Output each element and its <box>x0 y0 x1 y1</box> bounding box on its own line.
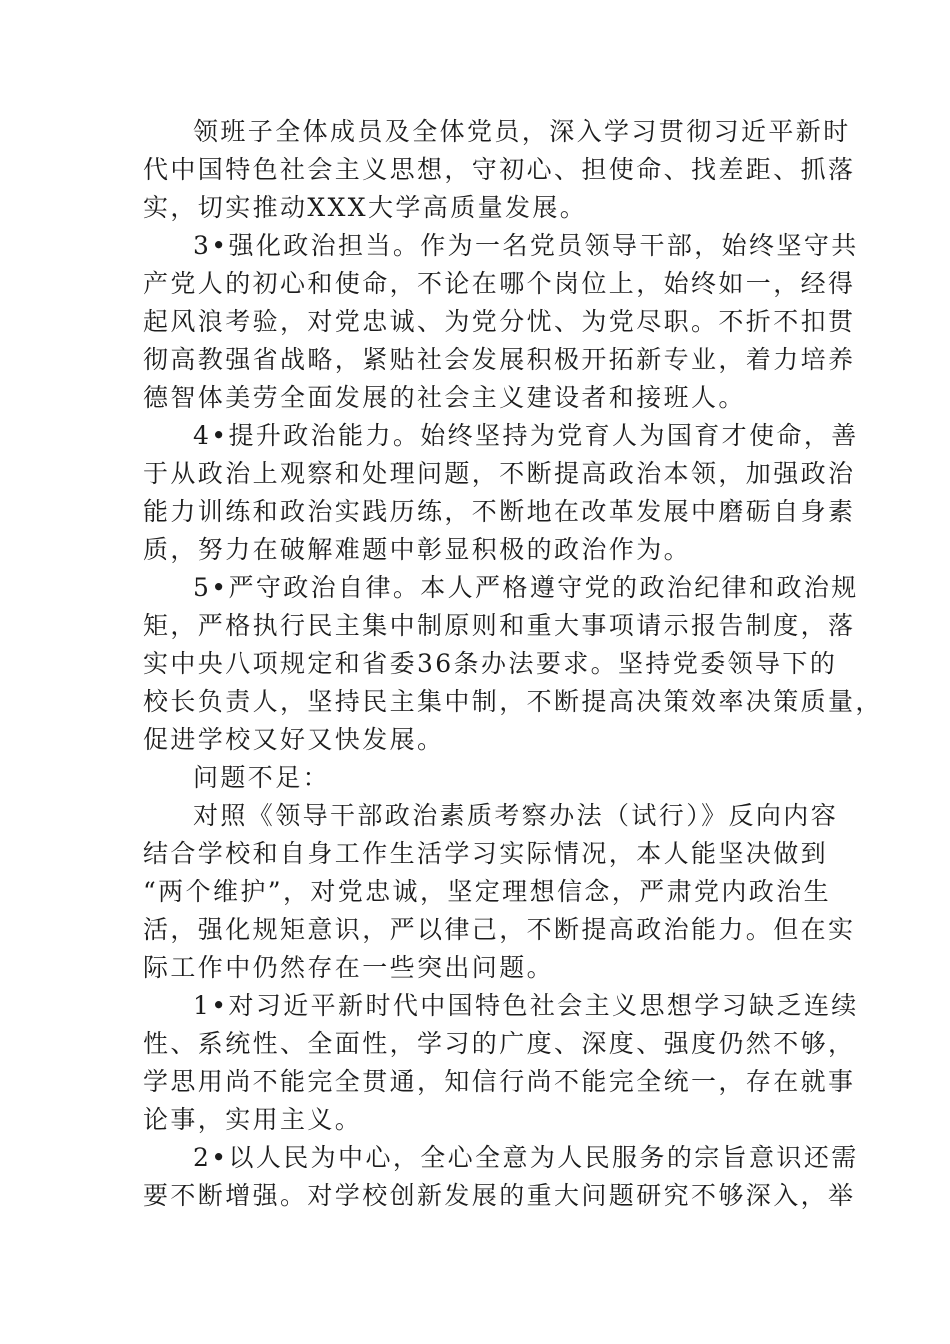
text-line: 领班子全体成员及全体党员，深入学习贯彻习近平新时 <box>193 117 851 146</box>
text-line: 实中央八项规定和省委36条办法要求。坚持党委领导下的 <box>143 649 838 678</box>
text-line: 彻高教强省战略，紧贴社会发展积极开拓新专业，着力培养 <box>143 345 856 374</box>
text-line: 4•提升政治能力。始终坚持为党育人为国育才使命，善 <box>193 421 859 450</box>
text-line: 结合学校和自身工作生活学习实际情况，本人能坚决做到 <box>143 839 829 868</box>
text-line: 际工作中仍然存在一些突出问题。 <box>143 953 555 982</box>
text-line: 实，切实推动XXX大学高质量发展。 <box>143 193 588 222</box>
text-line: 要不断增强。对学校创新发展的重大问题研究不够深入，举 <box>143 1181 856 1210</box>
text-line: 学思用尚不能完全贯通，知信行尚不能完全统一，存在就事 <box>143 1067 856 1096</box>
text-line: 起风浪考验，对党忠诚、为党分忧、为党尽职。不折不扣贯 <box>143 307 856 336</box>
section-heading: 问题不足： <box>193 763 331 792</box>
text-line: 校长负责人，坚持民主集中制，不断提高决策效率决策质量， <box>143 687 883 716</box>
text-line: 于从政治上观察和处理问题，不断提高政治本领，加强政治 <box>143 459 856 488</box>
text-line: 3•强化政治担当。作为一名党员领导干部，始终坚守共 <box>193 231 859 260</box>
text-line: “两个维护”，对党忠诚，坚定理想信念，严肃党内政治生 <box>143 877 831 906</box>
text-line: 能力训练和政治实践历练，不断地在改革发展中磨砺自身素 <box>143 497 856 526</box>
text-line: 5•严守政治自律。本人严格遵守党的政治纪律和政治规 <box>193 573 859 602</box>
text-line: 矩，严格执行民主集中制原则和重大事项请示报告制度，落 <box>143 611 856 640</box>
text-line: 代中国特色社会主义思想，守初心、担使命、找差距、抓落 <box>143 155 856 184</box>
text-line: 论事，实用主义。 <box>143 1105 363 1134</box>
text-line: 1•对习近平新时代中国特色社会主义思想学习缺乏连续 <box>193 991 859 1020</box>
text-line: 性、系统性、全面性，学习的广度、深度、强度仍然不够， <box>143 1029 856 1058</box>
text-line: 2•以人民为中心，全心全意为人民服务的宗旨意识还需 <box>193 1143 859 1172</box>
text-line: 活，强化规矩意识，严以律己，不断提高政治能力。但在实 <box>143 915 856 944</box>
text-line: 促进学校又好又快发展。 <box>143 725 445 754</box>
text-line: 德智体美劳全面发展的社会主义建设者和接班人。 <box>143 383 746 412</box>
text-line: 对照《领导干部政治素质考察办法（试行）》反向内容 <box>193 801 839 830</box>
text-line: 产党人的初心和使命，不论在哪个岗位上，始终如一，经得 <box>143 269 856 298</box>
text-line: 质，努力在破解难题中彰显积极的政治作为。 <box>143 535 692 564</box>
